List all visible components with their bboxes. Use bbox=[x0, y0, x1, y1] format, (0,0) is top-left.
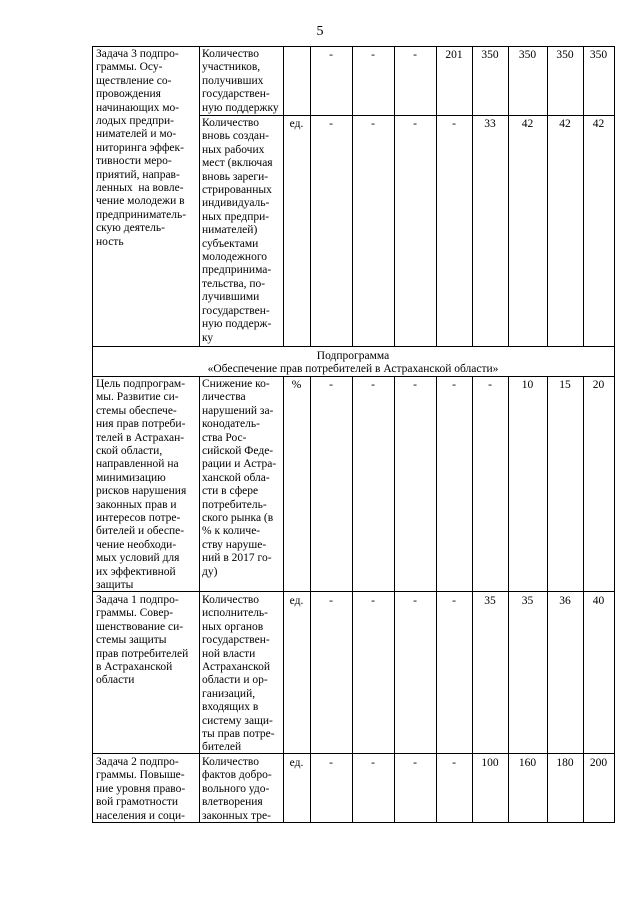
value-cell: - bbox=[329, 118, 333, 130]
value-cell: 36 bbox=[559, 595, 571, 607]
value-cell: 35 bbox=[484, 595, 496, 607]
value-cell: 42 bbox=[559, 118, 571, 130]
task-cell: Задача 3 подпро- граммы. Осу- ществление со- провождения начинающих мо- лодых предпри- нимателей и мо- ниторинга эффек- тивности меро- приятий, направ- ленных на вовле- чение молодежи в предприниматель- скую деятель- ность bbox=[96, 48, 187, 248]
value-cell: - bbox=[452, 118, 456, 130]
task-cell: Цель подпрограм- мы. Развитие си- стемы обеспече- ния прав потреби- телей в Астрахан- ской области, направленной на минимизацию рисков нарушения законных прав и интересов потре- бителей и обеспе- чение необходи- мых условий для их эффективной защиты bbox=[96, 378, 187, 592]
value-cell: - bbox=[371, 49, 375, 61]
value-cell: - bbox=[329, 379, 333, 391]
value-cell: 35 bbox=[521, 595, 534, 607]
value-cell: 160 bbox=[518, 757, 537, 769]
value-cell: - bbox=[413, 49, 417, 61]
unit-cell: ед. bbox=[289, 757, 304, 769]
task-cell: Задача 1 подпро- граммы. Совер- шенствование си- стемы защиты прав потребителей в Астраханской области bbox=[96, 594, 189, 687]
indicator-cell: Количество фактов добро- вольного удо- влетворения законных тре- bbox=[202, 756, 272, 822]
value-cell: 100 bbox=[481, 757, 499, 769]
value-cell: - bbox=[452, 379, 456, 391]
value-cell: - bbox=[413, 595, 417, 607]
value-cell: 33 bbox=[484, 118, 496, 130]
section-subtitle: «Обеспечение прав потребителей в Астраханской области» bbox=[207, 363, 499, 375]
value-cell: - bbox=[329, 49, 333, 61]
indicator-cell: Количество участников, получивших государствен- ную поддержку bbox=[202, 48, 279, 114]
value-cell: 20 bbox=[592, 379, 605, 391]
unit-cell: % bbox=[291, 379, 302, 391]
value-cell: - bbox=[452, 757, 456, 769]
value-cell: - bbox=[371, 595, 375, 607]
unit-cell: ед. bbox=[289, 595, 304, 607]
value-cell: - bbox=[329, 595, 333, 607]
value-cell: 180 bbox=[556, 757, 574, 769]
value-cell: 10 bbox=[521, 379, 534, 391]
value-cell: 42 bbox=[592, 118, 605, 130]
value-cell: 350 bbox=[481, 49, 499, 61]
value-cell: - bbox=[329, 757, 333, 769]
value-cell: 350 bbox=[518, 49, 537, 61]
section-title: Подпрограмма bbox=[316, 350, 390, 362]
value-cell: - bbox=[371, 379, 375, 391]
value-cell: - bbox=[371, 757, 375, 769]
unit-cell: ед. bbox=[289, 118, 304, 130]
value-cell: 200 bbox=[589, 757, 608, 769]
value-cell: - bbox=[413, 118, 417, 130]
indicator-cell: Количество исполнитель- ных органов государствен- ной власти Астраханской области и ор- ганизаций, входящих в систему защи- ты прав потре- бителей bbox=[202, 594, 275, 754]
indicator-cell: Снижение ко- личества нарушений за- конодатель- ства Рос- сийской Феде- рации и Астра- ханской обла- сти в сфере потребитель- ского рынка (в % к количе- ству наруше- ний в 2017 го- ду) bbox=[202, 378, 277, 578]
value-cell: 350 bbox=[589, 49, 608, 61]
value-cell: 201 bbox=[445, 49, 463, 61]
indicator-cell: Количество вновь создан- ных рабочих мест (включая вновь зареги- стрированных индивидуаль- ных предпри- нимателей) субъектами молодежного предпринима- тельства, по- лучившими государствен- ную поддерж- ку bbox=[202, 117, 273, 344]
value-cell: 40 bbox=[592, 595, 605, 607]
value-cell: 350 bbox=[556, 49, 574, 61]
task-cell: Задача 2 подпро- граммы. Повыше- ние уровня право- вой грамотности населения и соци- bbox=[96, 756, 186, 822]
value-cell: - bbox=[452, 595, 456, 607]
value-cell: 15 bbox=[559, 379, 571, 391]
value-cell: 42 bbox=[521, 118, 534, 130]
value-cell: - bbox=[371, 118, 375, 130]
value-cell: - bbox=[413, 379, 417, 391]
page-number: 5 bbox=[316, 24, 324, 39]
value-cell: - bbox=[413, 757, 417, 769]
value-cell: - bbox=[488, 379, 492, 391]
